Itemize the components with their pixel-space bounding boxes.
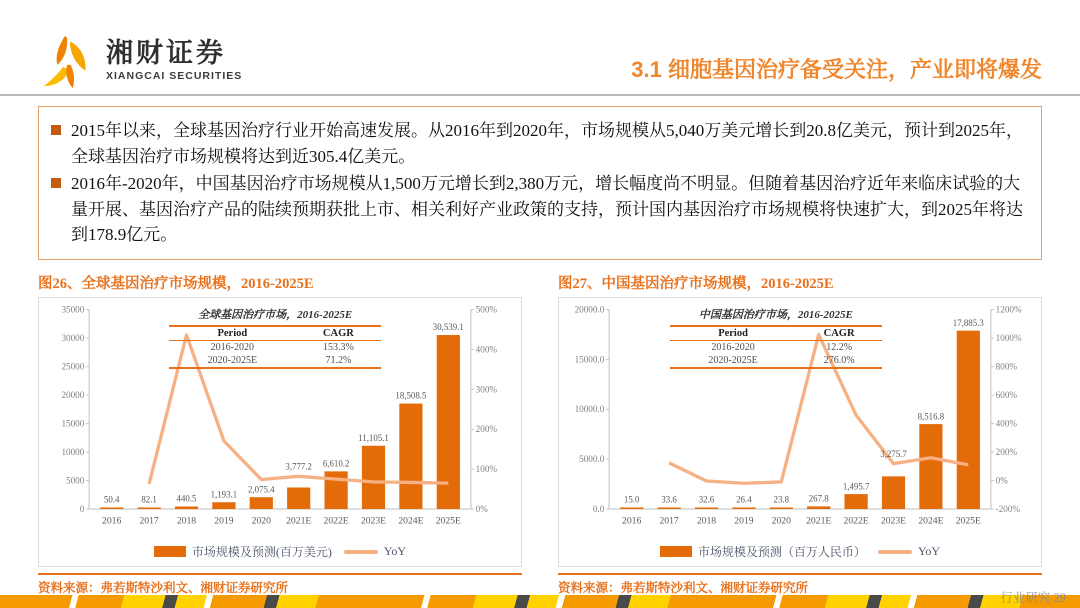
header [0, 0, 1080, 96]
bar-value-label: 2,075.4 [248, 483, 275, 494]
bar-value-label: 30,539.1 [432, 321, 464, 332]
bar [287, 487, 310, 509]
bar-value-label: 82.1 [141, 494, 157, 505]
bar [175, 506, 198, 509]
svg-text:2018: 2018 [696, 515, 717, 527]
figure-china-market [558, 272, 1042, 596]
svg-text:15000.0: 15000.0 [574, 353, 605, 364]
svg-text:35000: 35000 [61, 304, 85, 315]
svg-text:2020: 2020 [251, 515, 271, 527]
svg-text:2021E: 2021E [286, 515, 312, 527]
bar [362, 445, 385, 508]
svg-text:200%: 200% [475, 423, 498, 434]
svg-text:2024E: 2024E [398, 515, 424, 527]
figures-row [38, 272, 1042, 596]
svg-text:800%: 800% [995, 360, 1018, 371]
chart-inner-title: 中国基因治疗市场，2016-2025E [698, 308, 853, 321]
svg-text:25000: 25000 [61, 360, 85, 371]
svg-text:2025E: 2025E [435, 515, 461, 527]
svg-text:400%: 400% [475, 343, 498, 354]
bar [399, 403, 422, 508]
svg-text:5000.0: 5000.0 [579, 453, 605, 464]
svg-text:100%: 100% [475, 463, 498, 474]
figure-global-market [38, 272, 522, 596]
svg-text:600%: 600% [995, 389, 1018, 400]
bar-value-label: 15.0 [623, 494, 640, 505]
svg-text:30000: 30000 [61, 332, 85, 343]
bar-swatch-icon [660, 546, 692, 557]
svg-text:2017: 2017 [139, 515, 159, 527]
svg-text:10000.0: 10000.0 [574, 403, 605, 414]
chart-legend [39, 540, 521, 564]
cagr-header-period: Period [670, 326, 796, 341]
legend-line-label: YoY [383, 544, 407, 558]
cagr-cell: 71.2% [325, 354, 352, 366]
svg-text:15000: 15000 [61, 417, 85, 428]
chart-legend [559, 540, 1041, 564]
bullet-item [51, 171, 1027, 248]
svg-text:2019: 2019 [214, 515, 234, 527]
svg-text:5000: 5000 [66, 474, 85, 485]
svg-text:2018: 2018 [176, 515, 197, 527]
svg-text:2023E: 2023E [360, 515, 387, 527]
svg-text:2019: 2019 [734, 515, 754, 527]
svg-text:10000: 10000 [61, 446, 85, 457]
bar-value-label: 6,610.2 [322, 458, 350, 469]
bar-value-label: 23.8 [773, 494, 790, 505]
bar-value-label: 1,193.1 [210, 488, 238, 499]
bullet-text: 2016年-2020年，中国基因治疗市场规模从1,500万元增长到2,380万元，增长幅度尚不明显。但随着基因治疗近年来临床试验的大量开展、基因治疗产品的陆续预期获批上市、相关利好产业政策的支持，预计国内基因治疗市场规模将快速扩大，到2025年将达到178.9亿元。 [71, 174, 1023, 244]
svg-text:2022E: 2022E [323, 515, 349, 527]
svg-text:2023E: 2023E [880, 515, 907, 527]
svg-text:200%: 200% [995, 446, 1018, 457]
page-number: 行业研究 29 [1000, 591, 1066, 605]
bar [620, 507, 643, 509]
svg-text:1000%: 1000% [995, 332, 1022, 343]
line-swatch-icon [344, 550, 378, 554]
bar [732, 507, 755, 509]
bar-value-label: 440.5 [176, 493, 197, 504]
cagr-table-global [169, 306, 381, 369]
bar [137, 507, 160, 509]
svg-text:400%: 400% [995, 417, 1018, 428]
svg-text:2024E: 2024E [918, 515, 944, 527]
bar [957, 330, 980, 508]
bar [250, 497, 273, 509]
section-title: 3.1 细胞基因治疗备受关注，产业即将爆发 [631, 57, 1042, 82]
xiangcai-logo-icon [38, 32, 96, 90]
svg-text:500%: 500% [475, 304, 498, 315]
svg-text:2016: 2016 [622, 515, 642, 527]
bar [770, 507, 793, 509]
summary-box [38, 106, 1042, 260]
cagr-cell: 12.2% [826, 341, 853, 353]
legend-item-bar [154, 543, 332, 560]
legend-item-line [344, 544, 406, 559]
legend-line-label: YoY [917, 544, 941, 558]
cagr-header-cagr: CAGR [296, 326, 382, 341]
svg-text:2021E: 2021E [806, 515, 832, 527]
bar-value-label: 18,508.5 [395, 390, 427, 401]
bar-value-label: 8,516.8 [917, 410, 945, 421]
chart-inner-title: 全球基因治疗市场，2016-2025E [198, 308, 353, 321]
bar [212, 502, 235, 509]
bar-value-label: 33.6 [661, 494, 677, 505]
svg-text:20000: 20000 [61, 389, 85, 400]
global-chart-container [38, 297, 522, 567]
bullet-square-icon [51, 178, 61, 188]
bar [695, 507, 718, 509]
cagr-cell: 276.0% [823, 354, 855, 366]
svg-text:-200%: -200% [995, 503, 1021, 514]
svg-text:0.0: 0.0 [592, 503, 605, 514]
svg-text:0%: 0% [995, 474, 1008, 485]
cagr-header-period: Period [169, 326, 295, 341]
svg-text:2022E: 2022E [843, 515, 869, 527]
svg-text:2020: 2020 [771, 515, 791, 527]
legend-item-line [878, 544, 940, 559]
bar [845, 494, 868, 509]
bar-swatch-icon [154, 546, 186, 557]
bar [882, 476, 905, 509]
cagr-header-cagr: CAGR [796, 326, 882, 341]
bar [807, 506, 830, 509]
cagr-cell: 2016-2020 [210, 341, 254, 353]
source-note: 资料来源：弗若斯特沙利文、湘财证券研究所 [38, 573, 522, 596]
bar-value-label: 1,495.7 [842, 480, 870, 491]
legend-bar-label: 市场规模及预测（百万人民币） [697, 545, 866, 559]
bar-value-label: 17,885.3 [952, 317, 984, 328]
bar-value-label: 3,275.7 [880, 448, 907, 459]
svg-text:1200%: 1200% [995, 304, 1022, 315]
cagr-table-china [670, 306, 882, 369]
figure-caption: 图26、全球基因治疗市场规模，2016-2025E [38, 275, 314, 292]
bar-value-label: 50.4 [103, 494, 120, 505]
brand-name-en: XIANGCAI SECURITIES [106, 70, 243, 82]
bar-value-label: 267.8 [808, 492, 829, 504]
svg-text:2017: 2017 [659, 515, 679, 527]
cagr-cell: 2016-2020 [711, 341, 755, 353]
brand-text [106, 40, 242, 82]
bar-value-label: 26.4 [736, 494, 752, 505]
bullet-item [51, 118, 1027, 169]
cagr-cell: 2020-2025E [708, 354, 758, 366]
svg-text:0%: 0% [475, 503, 488, 514]
cagr-cell: 153.3% [322, 341, 354, 353]
brand-name-cn: 湘财证券 [106, 38, 226, 68]
source-note: 资料来源：弗若斯特沙利文、湘财证券研究所 [558, 573, 1042, 596]
bar-value-label: 3,777.2 [285, 461, 312, 472]
bar [919, 424, 942, 509]
svg-text:0: 0 [79, 503, 85, 514]
bullet-square-icon [51, 125, 61, 135]
footer-stripe-bar [0, 595, 1080, 608]
figure-caption: 图27、中国基因治疗市场规模，2016-2025E [558, 275, 834, 292]
line-swatch-icon [878, 550, 912, 554]
legend-bar-label: 市场规模及预测(百万美元) [191, 545, 332, 559]
legend-item-bar [660, 543, 866, 560]
china-chart-container [558, 297, 1042, 567]
svg-text:2016: 2016 [102, 515, 122, 527]
bar [657, 507, 680, 509]
bar-value-label: 11,105.1 [358, 432, 389, 443]
bullet-text: 2015年以来，全球基因治疗行业开始高速发展。从2016年到2020年，市场规模从5,040万美元增长到20.8亿美元，预计到2025年，全球基因治疗市场规模将达到近305.4亿美元。 [71, 121, 1023, 166]
svg-text:2025E: 2025E [955, 515, 981, 527]
svg-text:300%: 300% [475, 383, 498, 394]
cagr-cell: 2020-2025E [207, 354, 258, 366]
bar [100, 507, 123, 509]
company-logo [38, 32, 242, 90]
bar-value-label: 32.6 [698, 494, 715, 505]
svg-text:20000.0: 20000.0 [574, 304, 605, 315]
